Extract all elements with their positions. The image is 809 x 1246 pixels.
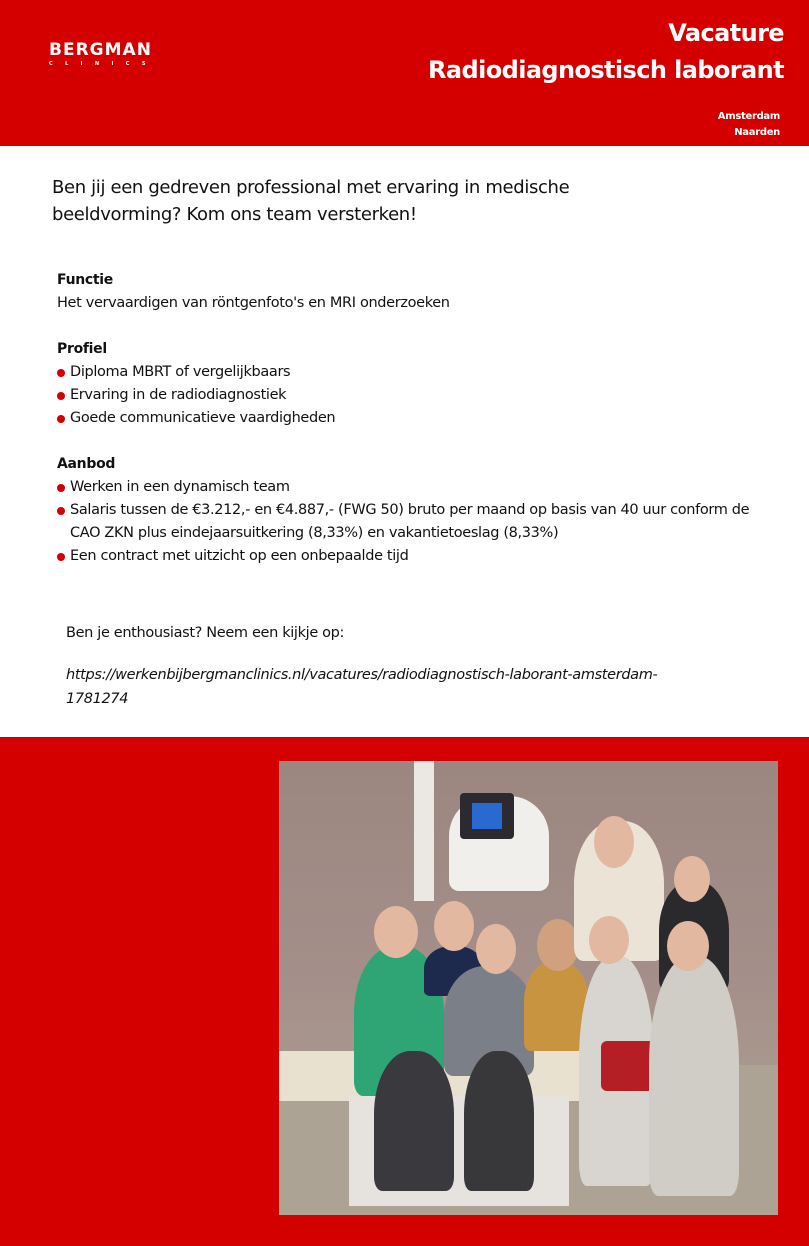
section-title-profiel: Profiel [57, 341, 107, 357]
locations [718, 109, 780, 141]
location-naarden: Naarden [734, 127, 780, 138]
intro-text: Ben jij een gedreven professional met ervaring in medische beeldvorming? Kom ons team versterken! [52, 177, 570, 225]
cta-text: Ben je enthousiast? Neem een kijkje op: [66, 625, 345, 641]
team-photo [279, 761, 778, 1215]
section-aanbod [57, 453, 777, 568]
section-title-functie: Functie [57, 272, 113, 288]
section-profiel [57, 338, 777, 430]
title-vacature: Vacature [668, 19, 784, 47]
vacancy-title [428, 15, 784, 89]
bullet-icon [57, 392, 65, 400]
logo-subtitle: CLINICS [49, 61, 158, 67]
profiel-item: Diploma MBRT of vergelijkbaars [57, 361, 777, 384]
aanbod-item: Een contract met uitzicht op een onbepaalde tijd [57, 545, 777, 568]
bullet-icon [57, 507, 65, 515]
profiel-item: Goede communicatieve vaardigheden [57, 407, 777, 430]
bullet-icon [57, 553, 65, 561]
bullet-icon [57, 484, 65, 492]
vacancy-url-link[interactable]: https://werkenbijbergmanclinics.nl/vacatures/radiodiagnostisch-laborant-amsterdam-1781274 [66, 667, 658, 707]
bullet-icon [57, 369, 65, 377]
section-functie [57, 269, 777, 315]
footer-banner [0, 737, 809, 1246]
bullet-icon [57, 415, 65, 423]
logo-wordmark: BERGMAN [49, 40, 152, 60]
section-title-aanbod: Aanbod [57, 456, 116, 472]
functie-text: Het vervaardigen van röntgenfoto's en MRI onderzoeken [57, 295, 450, 311]
location-amsterdam: Amsterdam [717, 111, 780, 122]
title-job-name: Radiodiagnostisch laborant [428, 56, 784, 84]
bergman-clinics-logo [49, 41, 159, 68]
profiel-item: Ervaring in de radiodiagnostiek [57, 384, 777, 407]
header-banner [0, 0, 809, 146]
person [649, 956, 739, 1196]
aanbod-item: Salaris tussen de €3.212,- en €4.887,- (FWG 50) bruto per maand op basis van 40 uur conform de CAO ZKN plus eindejaarsuitkering (8,33%) en vakantietoeslag (8,33%) [57, 499, 777, 545]
aanbod-item: Werken in een dynamisch team [57, 476, 777, 499]
vacancy-content [0, 146, 809, 737]
